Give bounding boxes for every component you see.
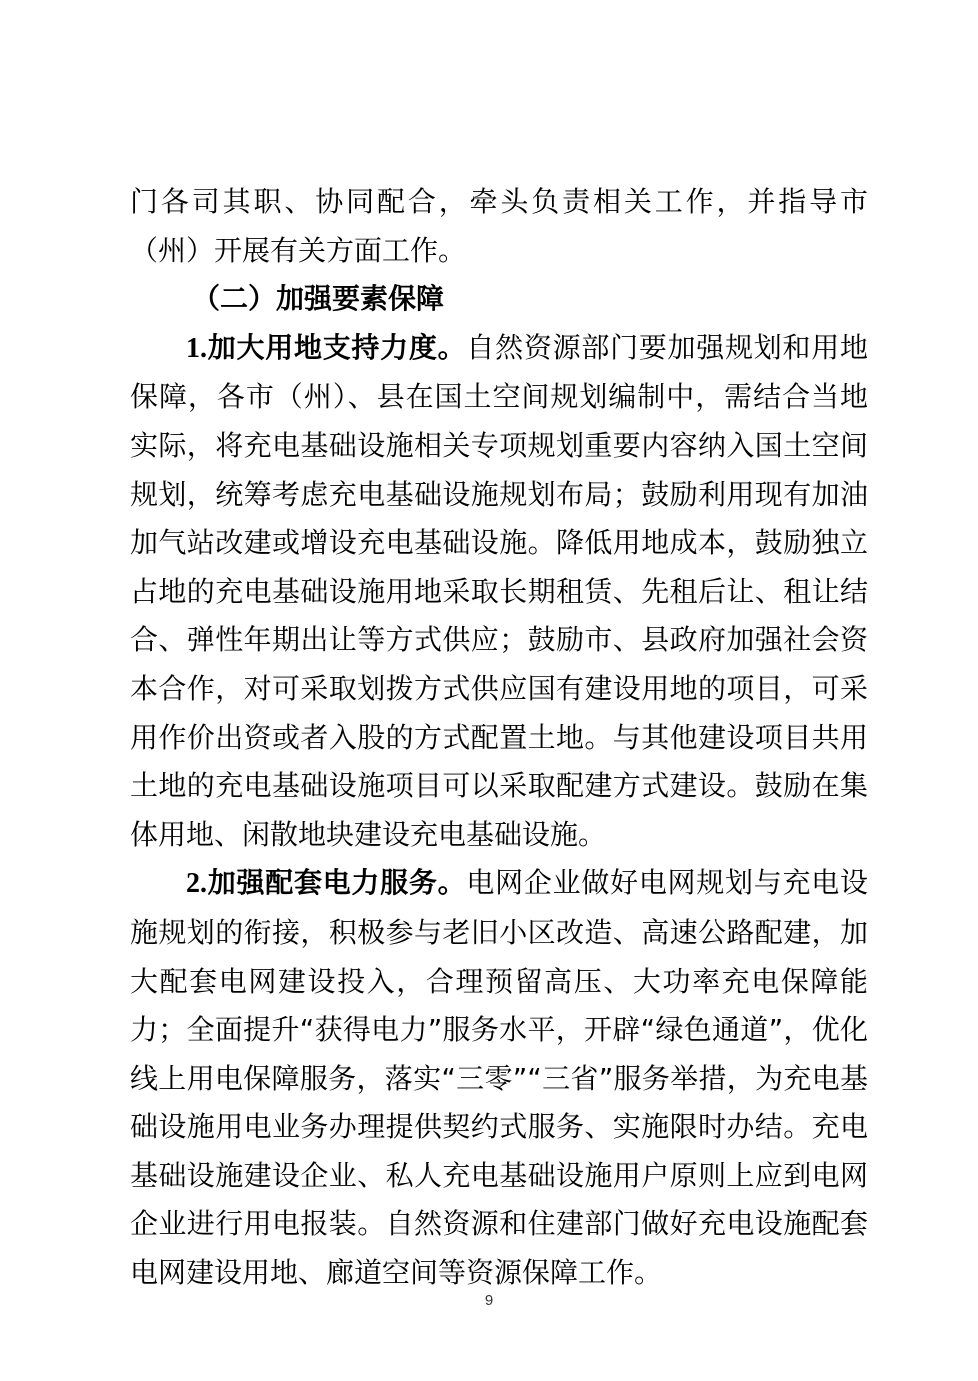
page-number: 9 bbox=[484, 1292, 494, 1309]
item-title-2: 加强配套电力服务。 bbox=[207, 866, 467, 900]
item-number-2: 2. bbox=[186, 868, 207, 900]
item-paragraph-2 bbox=[130, 859, 868, 1297]
item-number-1: 1. bbox=[186, 332, 207, 364]
document-body bbox=[130, 178, 868, 1298]
item-paragraph-1 bbox=[130, 324, 868, 860]
item-body-1: 自然资源部门要加强规划和用地保障，各市（州）、县在国土空间规划编制中，需结合当地实际，将充电基础设施相关专项规划重要内容纳入国土空间规划，统筹考虑充电基础设施规划布局；鼓励利用现有加油加气站改建或增设充电基础设施。降低用地成本，鼓励独立占地的充电基础设施用地采取长期租赁、先租后让、租让结合、弹性年期出让等方式供应；鼓励市、县政府加强社会资本合作，对可采取划拨方式供应国有建设用地的项目，可采用作价出资或者入股的方式配置土地。与其他建设项目共用土地的充电基础设施项目可以采取配建方式建设。鼓励在集体用地、闲散地块建设充电基础设施。 bbox=[130, 330, 868, 851]
continuation-paragraph: 门各司其职、协同配合，牵头负责相关工作，并指导市（州）开展有关方面工作。 bbox=[130, 185, 868, 267]
item-title-1: 加大用地支持力度。 bbox=[207, 330, 467, 364]
item-body-2: 电网企业做好电网规划与充电设施规划的衔接，积极参与老旧小区改造、高速公路配建，加大配套电网建设投入，合理预留高压、大功率充电保障能力；全面提升“获得电力”服务水平，开辟“绿色通道”，优化线上用电保障服务，落实“三零”“三省”服务举措，为充电基础设施用电业务办理提供契约式服务、实施限时办结。充电基础设施建设企业、私人充电基础设施用户原则上应到电网企业进行用电报装。自然资源和住建部门做好充电设施配套电网建设用地、廊道空间等资源保障工作。 bbox=[130, 866, 868, 1290]
section-heading: （二）加强要素保障 bbox=[192, 282, 445, 316]
